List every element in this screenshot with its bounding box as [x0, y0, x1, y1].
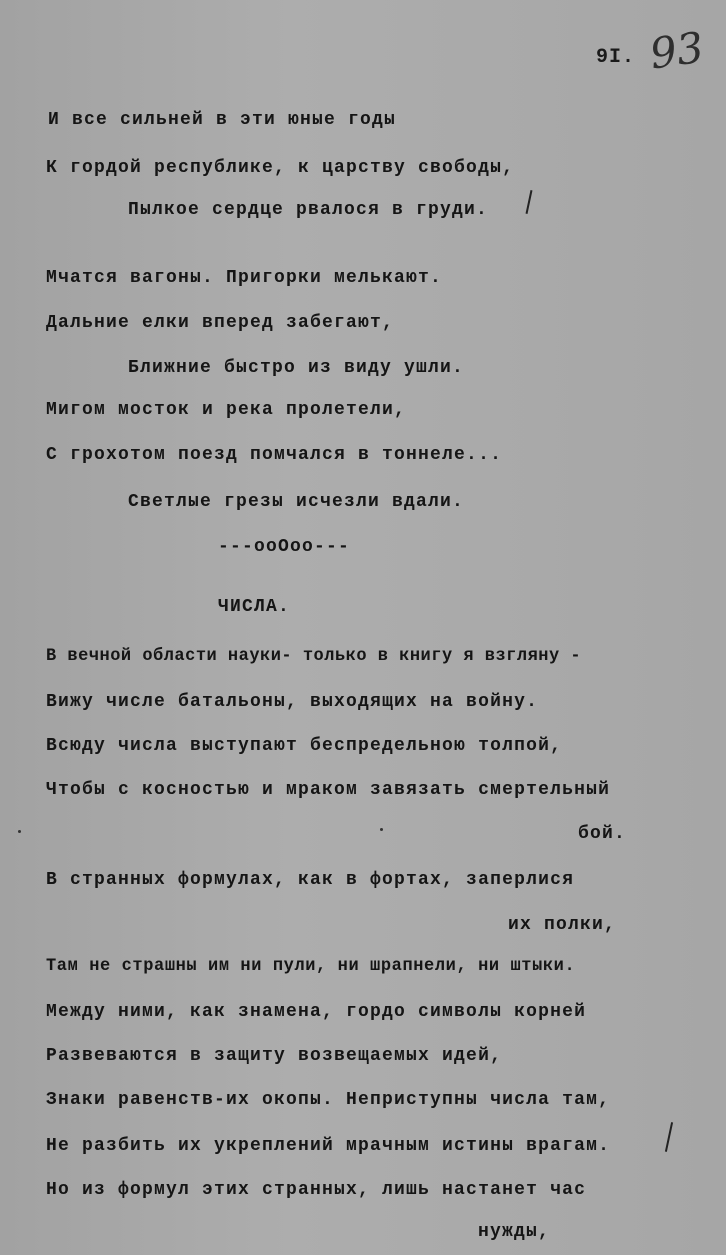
text-line: Между ними, как знамена, гордо символы корней [46, 1001, 587, 1023]
text-line: Не разбить их укреплений мрачным истины врагам. [46, 1135, 611, 1157]
text-line: В странных формулах, как в фортах, заперлися [46, 869, 575, 891]
pencil-mark [665, 1122, 673, 1152]
text-line: Чтобы с косностью и мраком завязать смертельный [46, 779, 611, 801]
section-title: ЧИСЛА. [218, 596, 291, 618]
pencil-mark [526, 190, 533, 214]
text-line: Пылкое сердце рвалося в груди. [128, 199, 489, 221]
speck [18, 830, 21, 833]
text-line: их полки, [508, 914, 617, 936]
page-number: 9I. [596, 46, 636, 69]
text-line: Развеваются в защиту возвещаемых идей, [46, 1045, 503, 1067]
text-line: Мигом мосток и река пролетели, [46, 399, 407, 421]
text-line: Вижу числе батальоны, выходящих на войну. [46, 691, 539, 713]
speck [380, 828, 383, 831]
text-line: Знаки равенств-их окопы. Неприступны числа там, [46, 1089, 611, 1111]
text-line: Мчатся вагоны. Пригорки мелькают. [46, 267, 443, 289]
text-line: нужды, [478, 1221, 551, 1243]
handwritten-page-number: 93 [646, 22, 707, 79]
text-line: С грохотом поезд помчался в тоннеле... [46, 444, 503, 466]
text-line: Светлые грезы исчезли вдали. [128, 491, 465, 513]
text-line: бой. [578, 823, 627, 845]
text-line: К гордой республике, к царству свободы, [46, 157, 515, 179]
text-line: И все сильней в эти юные годы [48, 109, 397, 131]
text-line: Всюду числа выступают беспредельною толпой, [46, 735, 563, 757]
text-line: В вечной области науки- только в книгу я взгляну - [46, 646, 582, 667]
text-line: Там не страшны им ни пули, ни шрапнели, ни штыки. [46, 956, 576, 977]
section-divider: ---ооОоо--- [218, 536, 351, 558]
text-line: Ближние быстро из виду ушли. [128, 357, 465, 379]
text-line: Но из формул этих странных, лишь настанет час [46, 1179, 587, 1201]
text-line: Дальние елки вперед забегают, [46, 312, 395, 334]
